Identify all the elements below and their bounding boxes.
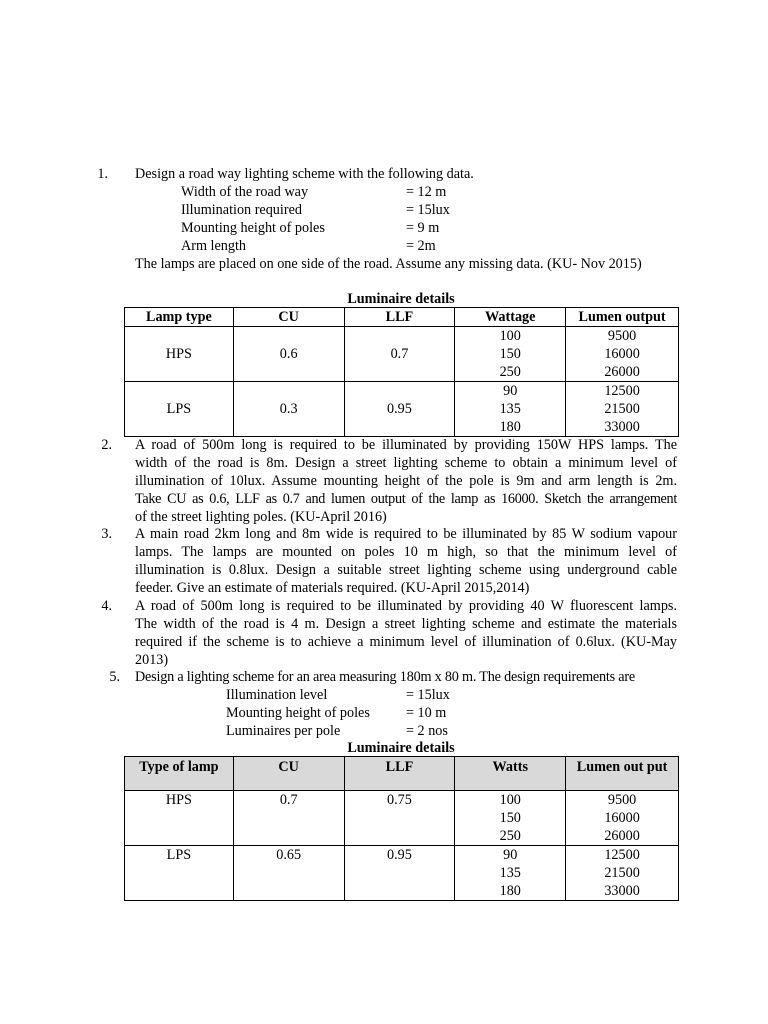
watts-value: 100 bbox=[499, 792, 521, 808]
text-line: The width of the road is 4 m. Design a street lighting scheme and estimate the materials bbox=[135, 616, 677, 632]
header-cell: CU bbox=[233, 757, 344, 791]
cu-cell: 0.7 bbox=[233, 791, 344, 846]
question-5-number: 5. bbox=[109, 669, 120, 685]
lumen-value: 21500 bbox=[604, 401, 640, 417]
table-header-row bbox=[125, 308, 679, 327]
data-label: Arm length bbox=[181, 238, 247, 254]
text-line: A road of 500m long is required to be illuminated by providing 40 W fluorescent lamps. bbox=[135, 598, 677, 614]
watts-value: 150 bbox=[499, 810, 521, 826]
question-5-intro: Design a lighting scheme for an area measuring 180m x 80 m. The design requirements are bbox=[135, 669, 636, 685]
question-3-number: 3. bbox=[101, 526, 112, 542]
lamp-type-cell: LPS bbox=[125, 846, 234, 901]
cu-cell: 0.6 bbox=[233, 327, 344, 382]
cu-cell: 0.3 bbox=[233, 382, 344, 437]
question-1-intro: Design a road way lighting scheme with the following data. bbox=[135, 166, 474, 182]
data-label: Width of the road way bbox=[181, 184, 309, 200]
watts-value: 180 bbox=[499, 883, 521, 899]
question-1-number: 1. bbox=[97, 166, 108, 182]
data-label: Illumination level bbox=[226, 687, 328, 703]
table-1-title: Luminaire details bbox=[347, 291, 455, 307]
luminaire-table-1 bbox=[124, 307, 679, 437]
lumen-value: 16000 bbox=[604, 810, 640, 826]
header-cell: LLF bbox=[344, 757, 455, 791]
lumen-value: 12500 bbox=[604, 383, 640, 399]
wattage-value: 90 bbox=[503, 383, 518, 399]
lumen-value: 33000 bbox=[604, 883, 640, 899]
table-header-row bbox=[125, 757, 679, 791]
data-value: = 10 m bbox=[406, 705, 447, 721]
lamp-type-cell: HPS bbox=[125, 327, 234, 382]
header-cell: CU bbox=[233, 308, 344, 327]
data-label: Mounting height of poles bbox=[226, 705, 370, 721]
lumen-value: 26000 bbox=[604, 828, 640, 844]
lumen-value: 16000 bbox=[604, 346, 640, 362]
wattage-value: 100 bbox=[499, 328, 521, 344]
data-label: Illumination required bbox=[181, 202, 302, 218]
question-2-number: 2. bbox=[101, 437, 112, 453]
luminaire-table-2 bbox=[124, 756, 679, 901]
watts-cell bbox=[455, 846, 566, 901]
data-value: = 15lux bbox=[406, 202, 450, 218]
lumen-output-cell bbox=[566, 327, 679, 382]
watts-value: 250 bbox=[499, 828, 521, 844]
data-value: = 2 nos bbox=[406, 723, 448, 739]
header-cell: Lumen output bbox=[566, 308, 679, 327]
lumen-value: 9500 bbox=[607, 328, 637, 344]
question-1-closing: The lamps are placed on one side of the road. Assume any missing data. (KU- Nov 2015) bbox=[135, 256, 642, 272]
data-value: = 15lux bbox=[406, 687, 450, 703]
wattage-value: 180 bbox=[499, 419, 521, 435]
watts-value: 90 bbox=[503, 847, 518, 863]
text-line: A main road 2km long and 8m wide is required to be illuminated by 85 W sodium vapour bbox=[135, 526, 677, 542]
wattage-value: 150 bbox=[499, 346, 521, 362]
header-cell: Lumen out put bbox=[566, 757, 679, 791]
lumen-value: 33000 bbox=[604, 419, 640, 435]
text-line: A road of 500m long is required to be illuminated by providing 150W HPS lamps. The bbox=[135, 437, 677, 453]
data-value: = 12 m bbox=[406, 184, 447, 200]
lamp-type-cell: HPS bbox=[125, 791, 234, 846]
header-cell: Type of lamp bbox=[125, 757, 234, 791]
text-line: width of the road is 8m. Design a street lighting scheme to obtain a minimum level of bbox=[135, 455, 677, 471]
llf-cell: 0.75 bbox=[344, 791, 455, 846]
header-cell: Lamp type bbox=[125, 308, 234, 327]
text-line: illumination is 0.8lux. Design a suitable street lighting scheme using underground cable bbox=[135, 562, 677, 578]
header-cell: Watts bbox=[455, 757, 566, 791]
text-line: required if the scheme is to achieve a minimum level of illumination of 0.6lux. (KU-May bbox=[135, 634, 677, 650]
data-label: Luminaires per pole bbox=[226, 723, 341, 739]
lumen-output-cell bbox=[566, 791, 679, 846]
text-line: illumination of 10lux. Assume mounting height of the pole is 9m and arm length is 2m. bbox=[135, 473, 677, 489]
table-row bbox=[125, 382, 679, 437]
lumen-value: 12500 bbox=[604, 847, 640, 863]
wattage-cell bbox=[455, 327, 566, 382]
llf-cell: 0.95 bbox=[344, 846, 455, 901]
watts-value: 135 bbox=[499, 865, 521, 881]
llf-cell: 0.95 bbox=[344, 382, 455, 437]
lumen-value: 26000 bbox=[604, 364, 640, 380]
wattage-value: 135 bbox=[499, 401, 521, 417]
table-row bbox=[125, 846, 679, 901]
lumen-value: 21500 bbox=[604, 865, 640, 881]
text-line: feeder. Give an estimate of materials required. (KU-April 2015,2014) bbox=[135, 580, 530, 596]
data-value: = 2m bbox=[406, 238, 436, 254]
lumen-output-cell bbox=[566, 382, 679, 437]
question-4-number: 4. bbox=[101, 598, 112, 614]
text-line: lamps. The lamps are mounted on poles 10 m high, so that the minimum level of bbox=[135, 544, 677, 560]
cu-cell: 0.65 bbox=[233, 846, 344, 901]
watts-cell bbox=[455, 791, 566, 846]
data-value: = 9 m bbox=[406, 220, 440, 236]
text-line: 2013) bbox=[135, 652, 169, 668]
wattage-cell bbox=[455, 382, 566, 437]
header-cell: LLF bbox=[344, 308, 455, 327]
data-label: Mounting height of poles bbox=[181, 220, 325, 236]
llf-cell: 0.7 bbox=[344, 327, 455, 382]
lumen-output-cell bbox=[566, 846, 679, 901]
text-line: Take CU as 0.6, LLF as 0.7 and lumen output of the lamp as 16000. Sketch the arrangement bbox=[135, 491, 677, 507]
table-row bbox=[125, 791, 679, 846]
text-line: of the street lighting poles. (KU-April 2016) bbox=[135, 509, 387, 525]
table-row bbox=[125, 327, 679, 382]
table-2-title: Luminaire details bbox=[347, 740, 455, 756]
lumen-value: 9500 bbox=[607, 792, 637, 808]
header-cell: Wattage bbox=[455, 308, 566, 327]
lamp-type-cell: LPS bbox=[125, 382, 234, 437]
wattage-value: 250 bbox=[499, 364, 521, 380]
